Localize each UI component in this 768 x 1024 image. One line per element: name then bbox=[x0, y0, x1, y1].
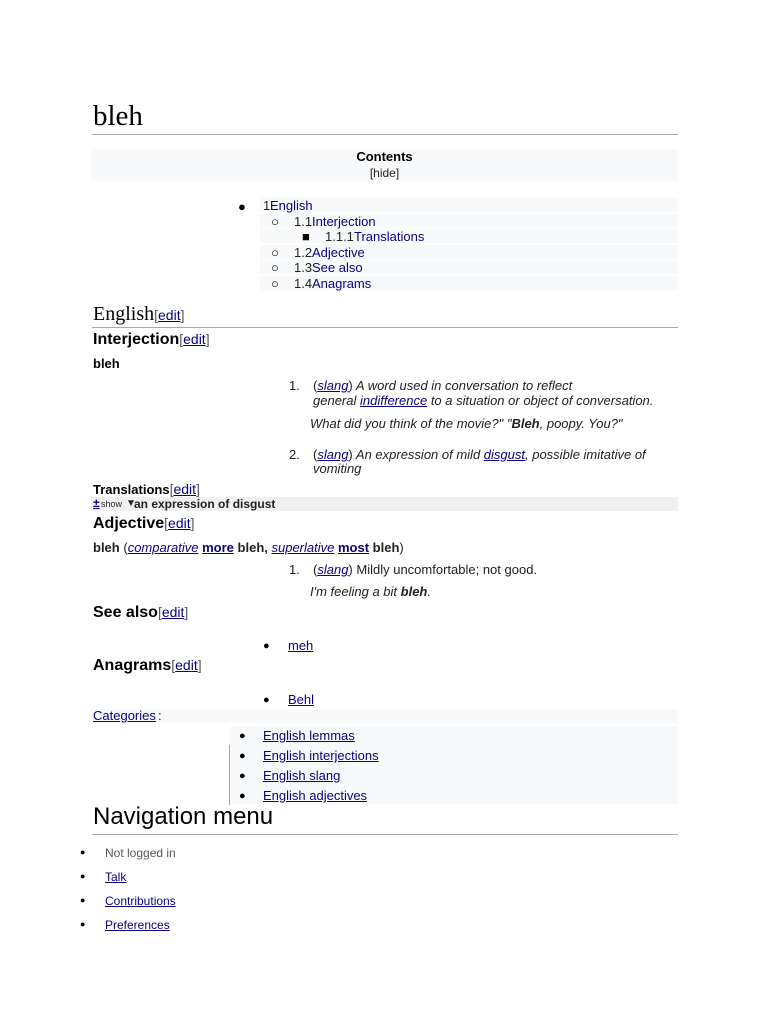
category-link[interactable]: English lemmas bbox=[263, 728, 355, 743]
edit-bracket: ] bbox=[197, 657, 202, 673]
edit-link[interactable]: edit bbox=[175, 657, 198, 673]
def-text: general bbox=[313, 393, 360, 408]
example-bold: bleh bbox=[400, 584, 428, 599]
paren: ( bbox=[313, 562, 318, 577]
categories-colon: : bbox=[158, 708, 162, 723]
bullet-icon: ● bbox=[239, 750, 246, 762]
paren: ( bbox=[313, 378, 318, 393]
toc-title: Contents bbox=[356, 149, 413, 164]
square-bullet-icon: ■ bbox=[302, 229, 310, 244]
toc-box bbox=[91, 149, 678, 181]
anagrams-heading-row bbox=[93, 657, 202, 675]
headword: bleh bbox=[369, 540, 400, 555]
toc-item-adjective[interactable] bbox=[260, 245, 678, 259]
toc-label[interactable]: Anagrams bbox=[312, 276, 372, 291]
title-rule bbox=[92, 134, 678, 135]
category-link[interactable]: English interjections bbox=[263, 748, 379, 763]
category-link[interactable]: English slang bbox=[263, 768, 341, 783]
paren: ( bbox=[313, 447, 318, 462]
bullet-icon: ● bbox=[80, 871, 86, 881]
page-title: bleh bbox=[93, 100, 143, 132]
paren: ) bbox=[348, 378, 353, 393]
circle-bullet-icon: ○ bbox=[271, 276, 279, 291]
circle-bullet-icon: ○ bbox=[271, 245, 279, 260]
toc-label[interactable]: See also bbox=[312, 260, 363, 275]
slang-tag-link[interactable]: slang bbox=[317, 562, 349, 577]
see-also-heading-row bbox=[93, 604, 188, 622]
interjection-heading-row bbox=[93, 331, 210, 349]
edit-bracket: [ bbox=[169, 481, 174, 497]
edit-link[interactable]: edit bbox=[161, 604, 185, 620]
example-text: What did you think of the movie?" " bbox=[310, 416, 512, 431]
edit-bracket: [ bbox=[154, 307, 159, 323]
bullet-icon: ● bbox=[80, 847, 86, 857]
example-text: , poopy. You?" bbox=[539, 416, 623, 431]
def-text: Mildly uncomfortable; not good. bbox=[352, 562, 538, 577]
headword: bleh bbox=[93, 540, 120, 555]
toc-item-interjection[interactable] bbox=[260, 214, 678, 228]
paren: ) bbox=[348, 447, 353, 462]
navigation-rule bbox=[92, 834, 678, 835]
toc-num: 1 bbox=[263, 198, 271, 213]
bullet-icon: ● bbox=[238, 199, 246, 214]
def-text: to a situation or object of conversation. bbox=[427, 393, 654, 408]
paren: ) bbox=[348, 562, 353, 577]
bullet-icon: ● bbox=[263, 694, 270, 706]
adjective-heading: Adjective bbox=[93, 515, 165, 532]
slang-tag-link[interactable]: slang bbox=[317, 378, 349, 393]
adjective-headword-line bbox=[93, 540, 404, 555]
definition-2 bbox=[313, 447, 646, 462]
toggle-icon[interactable]: ± bbox=[93, 496, 100, 510]
superlative-link[interactable]: superlative bbox=[271, 540, 335, 555]
anagrams-heading: Anagrams bbox=[93, 657, 172, 674]
paren: ) bbox=[399, 540, 404, 555]
bullet-icon: ● bbox=[239, 790, 246, 802]
translations-heading: Translations bbox=[93, 482, 170, 497]
indifference-link[interactable]: indifference bbox=[359, 393, 428, 408]
bullet-icon: ● bbox=[239, 770, 246, 782]
adjective-definition bbox=[313, 562, 537, 577]
example-text: I'm feeling a bit bbox=[310, 584, 401, 599]
show-toggle[interactable]: show bbox=[101, 499, 123, 509]
expand-arrow-icon[interactable]: ▼ bbox=[126, 498, 136, 509]
toc-item-english[interactable] bbox=[238, 198, 678, 214]
edit-bracket: [ bbox=[179, 331, 184, 347]
edit-bracket: ] bbox=[205, 331, 210, 347]
see-also-heading: See also bbox=[93, 604, 158, 621]
definition-1-example bbox=[310, 416, 623, 431]
slang-tag-link[interactable]: slang bbox=[317, 447, 349, 462]
adjective-def-number: 1. bbox=[289, 562, 300, 577]
categories-link[interactable]: Categories bbox=[93, 708, 156, 723]
toc-num: 1.1.1 bbox=[325, 229, 354, 244]
bullet-icon: ● bbox=[263, 640, 270, 652]
paren: ( bbox=[119, 540, 128, 555]
edit-bracket: [ bbox=[157, 604, 162, 620]
edit-link[interactable]: edit bbox=[168, 515, 191, 531]
most-link[interactable]: most bbox=[337, 540, 370, 555]
toc-num: 1.4 bbox=[294, 276, 313, 291]
translation-gloss: an expression of disgust bbox=[134, 497, 276, 511]
interjection-headword: bleh bbox=[93, 356, 120, 371]
circle-bullet-icon: ○ bbox=[271, 214, 279, 229]
headword: bleh, bbox=[233, 540, 272, 555]
behl-link[interactable]: Behl bbox=[288, 692, 315, 707]
def-text: An expression of mild bbox=[352, 447, 484, 462]
contributions-link[interactable]: Contributions bbox=[105, 894, 176, 908]
edit-link[interactable]: edit bbox=[173, 481, 197, 497]
comparative-link[interactable]: comparative bbox=[127, 540, 199, 555]
toc-label[interactable]: English bbox=[270, 198, 313, 213]
preferences-link[interactable]: Preferences bbox=[105, 918, 170, 932]
category-link[interactable]: English adjectives bbox=[263, 788, 368, 803]
edit-bracket: ] bbox=[180, 307, 185, 323]
edit-bracket: ] bbox=[184, 604, 189, 620]
meh-link[interactable]: meh bbox=[288, 638, 314, 653]
definition-1 bbox=[313, 378, 572, 393]
example-text: . bbox=[427, 584, 431, 599]
bullet-icon: ● bbox=[239, 730, 246, 742]
toc-label[interactable]: Interjection bbox=[312, 214, 376, 229]
definition-2-line-2 bbox=[313, 461, 361, 476]
edit-link[interactable]: edit bbox=[183, 331, 206, 347]
toc-num: 1.2 bbox=[294, 245, 313, 260]
bullet-icon: ● bbox=[80, 895, 86, 905]
def-text: A word used in conversation to reflect bbox=[352, 378, 573, 393]
more-link[interactable]: more bbox=[202, 540, 234, 555]
def-number: 2. bbox=[289, 447, 300, 462]
def-text: , possible imitative of bbox=[525, 447, 646, 462]
adjective-heading-row bbox=[93, 515, 195, 533]
def-text: vomiting bbox=[313, 461, 362, 476]
toc-label[interactable]: Translations bbox=[354, 229, 425, 244]
toc-label[interactable]: Adjective bbox=[312, 245, 365, 260]
edit-bracket: ] bbox=[196, 481, 200, 497]
bullet-icon: ● bbox=[80, 919, 86, 929]
nav-label: Not logged in bbox=[105, 846, 176, 860]
categories-bar bbox=[91, 709, 678, 723]
definition-2-number bbox=[289, 447, 300, 462]
def-number: 1. bbox=[289, 378, 300, 393]
navigation-heading: Navigation menu bbox=[93, 803, 274, 830]
disgust-link[interactable]: disgust bbox=[483, 447, 525, 462]
talk-link[interactable]: Talk bbox=[105, 870, 127, 884]
toc-num: 1.1 bbox=[294, 214, 313, 229]
english-rule bbox=[92, 327, 678, 328]
edit-bracket: [ bbox=[164, 515, 169, 531]
edit-bracket: ] bbox=[190, 515, 195, 531]
edit-bracket: [ bbox=[171, 657, 176, 673]
toc-hide-toggle[interactable]: [hide] bbox=[369, 166, 400, 180]
toc-num: 1.3 bbox=[294, 260, 313, 275]
example-bold: Bleh bbox=[511, 416, 540, 431]
toc-item-see-also[interactable] bbox=[260, 260, 678, 274]
translation-box[interactable] bbox=[91, 497, 678, 511]
definition-1-line-2 bbox=[313, 393, 653, 408]
english-heading-row bbox=[93, 303, 184, 326]
edit-link[interactable]: edit bbox=[158, 307, 181, 323]
toc-item-translations[interactable] bbox=[260, 229, 678, 243]
adjective-example bbox=[310, 584, 431, 599]
interjection-heading: Interjection bbox=[93, 331, 180, 348]
toc-item-anagrams[interactable] bbox=[260, 276, 678, 290]
english-heading: English bbox=[93, 303, 155, 325]
circle-bullet-icon: ○ bbox=[271, 260, 279, 275]
definition-1-line-1 bbox=[289, 378, 300, 393]
